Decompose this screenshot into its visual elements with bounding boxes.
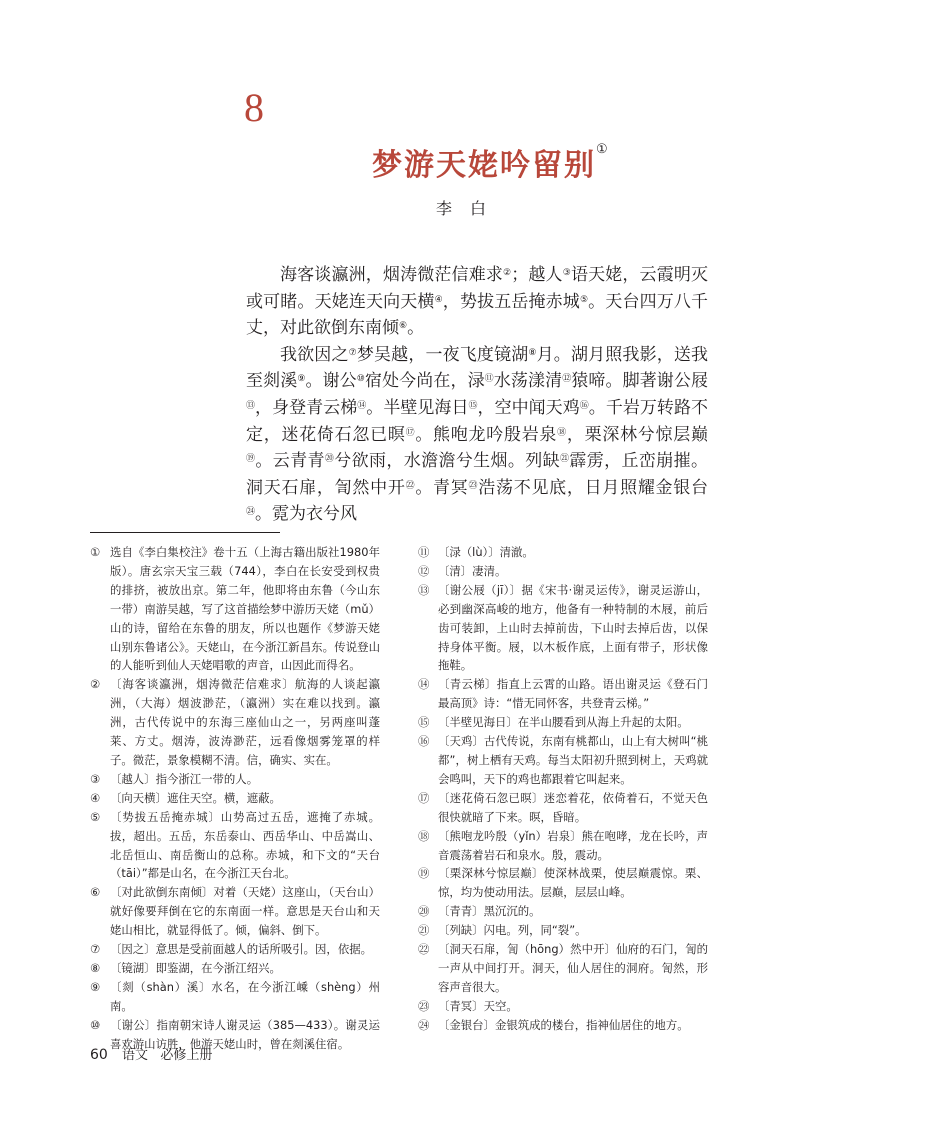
footnote-number: ③ (90, 771, 101, 786)
footnote-text: 〔熊咆龙吟殷（yǐn）岩泉〕熊在咆哮，龙在长吟，声音震荡着岩石和泉水。殷，震动。 (438, 828, 708, 862)
footnote-number: ⑬ (418, 582, 430, 597)
footnote-text: 〔栗深林兮惊层巅〕使深林战栗，使层巅震惊。栗、惊，均为使动用法。层巅，层层山峰。 (438, 866, 708, 900)
footnote-item (418, 581, 708, 676)
poem-paragraph-2 (246, 342, 708, 528)
poem-text-segment: 。熊咆龙吟殷岩泉 (415, 424, 558, 445)
footnote-item (418, 940, 708, 997)
footnote-mark: ⑫ (562, 374, 572, 385)
footnote-mark: ⑩ (356, 374, 365, 385)
poem-text-segment: ，身登青云梯 (255, 397, 358, 418)
footnote-number: ⑭ (418, 677, 430, 692)
footer-volume: 必修上册 (160, 1048, 213, 1063)
footnote-text: 〔对此欲倒东南倾〕对着（天姥）这座山，（天台山）就好像要拜倒在它的东南面一样。意思是天台山和天姥山相比，就显得低了。倾，偏斜、倒下。 (110, 885, 380, 938)
footnote-mark: ⑭ (357, 400, 367, 411)
footnote-number: ㉒ (418, 942, 430, 957)
poem-text-segment: 水荡漾清 (493, 371, 563, 392)
footnote-number: ⑧ (90, 960, 101, 975)
footnote-item (418, 675, 708, 713)
footnote-text: 〔海客谈瀛洲，烟涛微茫信难求〕航海的人谈起瀛洲，（大海）烟波渺茫，（瀛洲）实在难以找到。瀛洲，古代传说中的东海三座仙山之一，另两座叫蓬莱、方丈。烟涛，波涛渺茫，远看像烟雾笼罩的样子。微茫，景象模糊不清。信，确实、实在。 (110, 677, 380, 767)
poem-body (246, 262, 708, 528)
poem-text-segment: ；越人 (511, 265, 563, 285)
footnote-number: ⑥ (90, 885, 101, 900)
footnote-item (90, 959, 380, 978)
poem-text-segment: 。天台四万八千丈，对此欲倒东南倾 (246, 291, 709, 339)
footnote-number: ⑯ (418, 734, 430, 749)
footnote-text: 〔谢公屐（jī）〕据《宋书·谢灵运传》，谢灵运游山，必到幽深高峻的地方，他备有一种特制的木屐，前后齿可装卸，上山时去掉前齿，下山时去掉后齿，以保持身体平衡。屐，以木板作底，上面有带子，形状像拖鞋。 (438, 582, 708, 673)
poem-text-segment: 宿处今尚在，渌 (364, 371, 485, 392)
footnote-text: 〔列缺〕闪电。列，同“裂”。 (438, 923, 587, 938)
footnote-mark: ⑤ (579, 294, 589, 305)
footnote-mark: ⑳ (324, 454, 335, 465)
footnote-text: 〔迷花倚石忽已暝〕迷恋着花，依倚着石，不觉天色很快就暗了下来。暝，昏暗。 (438, 790, 708, 824)
footnote-text: 〔向天横〕遮住天空。横，遮蔽。 (110, 790, 281, 805)
footnote-text: 〔因之〕意思是受前面越人的话所吸引。因，依据。 (110, 942, 372, 957)
poem-text-segment: ，栗深林兮惊层巅 (566, 424, 708, 445)
footnote-number: ㉔ (418, 1017, 430, 1032)
footnote-text: 〔金银台〕金银筑成的楼台，指神仙居住的地方。 (438, 1017, 689, 1032)
footnote-mark: ㉓ (468, 480, 479, 491)
footnote-number: ㉑ (418, 923, 430, 938)
poem-text-segment: 我欲因之 (280, 344, 349, 365)
footnote-item (418, 1016, 708, 1035)
footnote-number: ⑳ (418, 904, 430, 919)
page-number: 60 (90, 1047, 108, 1063)
footnote-item (90, 883, 380, 940)
poem-title (372, 140, 610, 184)
lesson-number: 8 (244, 85, 264, 130)
footnote-text: 〔洞天石扉，訇（hōng）然中开〕仙府的石门，訇的一声从中间打开。洞天，仙人居住的洞府。訇然，形容声音很大。 (438, 942, 708, 994)
footnote-number: ⑫ (418, 563, 430, 578)
footnote-number: ② (90, 677, 101, 692)
footnote-text: 选自《李白集校注》卷十五（上海古籍出版社1980年版）。唐玄宗天宝三载（744），李白在长安受到权贵的排挤，被放出京。第二年，他即将由东鲁（今山东一带）南游吴越，写了这首描绘梦中游历天姥（mǔ）山的诗，留给在东鲁的朋友，所以也题作《梦游天姥山别东鲁诸公》。天姥山，在今浙江新昌东。传说登山的人能听到仙人天姥唱歌的声音，山因此而得名。 (110, 545, 380, 673)
footnote-item (90, 808, 380, 884)
footnote-item (418, 732, 708, 789)
footnote-text: 〔清〕凄清。 (438, 563, 507, 578)
footnote-item (418, 997, 708, 1016)
poem-text-segment: 月。湖月照我影，送我至剡溪 (246, 344, 709, 392)
footnote-mark: ④ (434, 294, 443, 305)
footnote-mark: ⑨ (297, 374, 306, 385)
footnote-text: 〔天鸡〕古代传说，东南有桃都山，山上有大树叫“桃都”，树上栖有天鸡。每当太阳初升照到树上，天鸡就会鸣叫，天下的鸡也都跟着它叫起来。 (438, 734, 708, 786)
footnote-number: ⑰ (418, 790, 430, 805)
footnote-mark: ⑥ (399, 321, 408, 332)
footnote-item (418, 827, 708, 865)
footnote-item (90, 940, 380, 959)
poem-text-segment: 猿啼。脚著谢公屐 (571, 371, 708, 392)
poem-paragraph-1 (246, 262, 708, 342)
poem-text-segment: 。谢公 (305, 371, 357, 392)
footnote-mark: ⑬ (246, 400, 256, 411)
footnote-mark: ⑦ (348, 347, 357, 358)
footnote-item (418, 713, 708, 732)
footnote-text: 〔青云梯〕指直上云霄的山路。语出谢灵运《登石门最高顶》诗：“惜无同怀客，共登青云梯。” (438, 677, 708, 711)
footnote-item (90, 675, 380, 770)
author-name: 李白 (435, 199, 504, 218)
footnote-mark: ⑧ (528, 347, 537, 358)
footnote-mark: ㉑ (560, 454, 570, 465)
footnote-text: 〔半壁见海日〕在半山腰看到从海上升起的太阳。 (438, 715, 689, 730)
poem-text-segment: 。半壁见海日 (366, 397, 469, 418)
footnote-mark: ⑰ (405, 427, 416, 438)
poem-text-segment: ，空中闻天鸡 (477, 397, 580, 418)
footer-subject: 语文 (121, 1048, 148, 1063)
footnote-number: ㉓ (418, 998, 430, 1013)
footnote-divider (90, 532, 280, 533)
footnote-mark: ⑮ (468, 400, 478, 411)
poem-text-segment: ，势拔五岳掩赤城 (442, 291, 580, 312)
footnote-item (90, 978, 380, 1016)
footnote-number: ⑪ (418, 545, 430, 559)
footnote-number: ⑩ (90, 1017, 101, 1032)
footnotes-left (90, 543, 380, 1051)
footnote-text: 〔渌（lù）〕清澈。 (438, 545, 534, 559)
footnote-mark: ⑱ (557, 427, 567, 438)
footnote-number: ① (90, 545, 101, 559)
page-footer (90, 1044, 212, 1063)
footnote-item (418, 864, 708, 902)
poem-text-segment: 。青冥 (415, 477, 469, 498)
poem-text-segment: 浩荡不见底，日月照耀金银台 (478, 477, 709, 498)
footnote-number: ⑤ (90, 809, 101, 824)
footnote-item (90, 770, 380, 789)
footnote-mark: ② (503, 268, 512, 278)
footnote-item (418, 789, 708, 827)
footnote-number: ⑨ (90, 979, 101, 994)
footnote-text: 〔谢公〕指南朝宋诗人谢灵运（385—433）。谢灵运喜欢游山访胜，他游天姥山时，曾在剡溪住宿。 (110, 1017, 380, 1051)
footnote-text: 〔势拔五岳掩赤城〕山势高过五岳，遮掩了赤城。拔，超出。五岳，东岳泰山、西岳华山、中岳嵩山、北岳恒山、南岳衡山的总称。赤城，和下文的“天台（tāi）”都是山名，在今浙江天台北。 (110, 809, 380, 881)
footnote-text: 〔青青〕黑沉沉的。 (438, 904, 541, 919)
footnote-mark: ⑯ (579, 400, 589, 411)
poem-text-segment: 海客谈瀛洲，烟涛微茫信难求 (280, 265, 503, 285)
footnote-text: 〔剡（shàn）溪〕水名，在今浙江嵊（shèng）州南。 (110, 979, 380, 1013)
footnote-mark: ③ (562, 268, 571, 278)
footnote-number: ⑮ (418, 715, 430, 730)
footnote-mark: ⑪ (484, 374, 494, 385)
poem-text-segment: 。 (407, 318, 425, 339)
poem-text-segment: 。云青青 (255, 451, 325, 472)
footnote-mark: ⑲ (246, 454, 256, 465)
footnote-text: 〔镜湖〕即鉴湖，在今浙江绍兴。 (110, 960, 281, 975)
footnote-item (90, 789, 380, 808)
footnote-item (418, 562, 708, 581)
footnote-mark: ㉔ (246, 507, 256, 518)
footnote-number: ④ (90, 790, 101, 805)
footnote-item (418, 921, 708, 940)
poem-text-segment: 。霓为衣兮风 (255, 504, 358, 525)
footnote-number: ⑦ (90, 942, 101, 957)
footnote-text: 〔青冥〕天空。 (438, 998, 518, 1013)
footnote-item (418, 902, 708, 921)
poem-title-text: 梦游天姥吟留别 (372, 148, 596, 183)
title-footnote-mark: ① (596, 142, 610, 157)
footnote-mark: ㉒ (405, 480, 416, 491)
footnote-item (418, 543, 708, 562)
poem-text-segment: 语天姥，云霞明灭或可睹。天姥连天向天横 (246, 265, 709, 312)
poem-text-segment: 。千岩万转路不定，迷花倚石忽已暝 (246, 397, 708, 445)
footnote-number: ⑲ (418, 866, 430, 881)
poem-text-segment: 梦吴越，一夜飞度镜湖 (356, 344, 529, 365)
poem-text-segment: 霹雳，丘峦崩摧。洞天石扉，訇然中开 (246, 451, 708, 498)
poem-text-segment: 兮欲雨，水澹澹兮生烟。列缺 (334, 451, 561, 472)
footnote-item (90, 543, 380, 675)
footnotes-right (418, 543, 708, 1032)
footnote-text: 〔越人〕指今浙江一带的人。 (110, 771, 259, 786)
footnote-number: ⑱ (418, 828, 430, 843)
